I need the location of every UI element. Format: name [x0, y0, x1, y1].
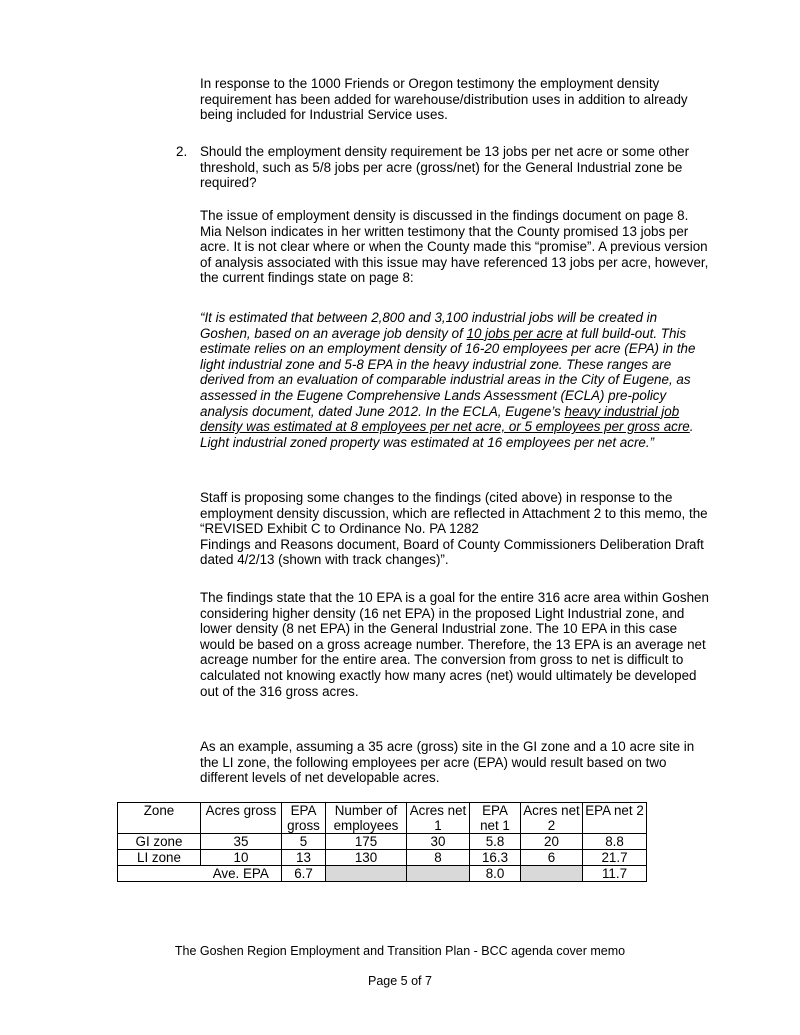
header-acres-gross: Acres gross [201, 803, 282, 834]
header-epa-gross: EPA gross [282, 803, 326, 834]
header-acres-net-2: Acres net 2 [521, 803, 583, 834]
table-cell: 8 [407, 850, 470, 866]
list-item-number: 2. [176, 144, 188, 159]
table-cell: LI zone [118, 850, 201, 866]
paragraph-response-testimony: In response to the 1000 Friends or Oregon testimony the employment density requirement has been added for warehouse/distribution uses in addition to already being included for Industrial Service uses. [200, 76, 688, 123]
header-epa-net-1: EPA net 1 [470, 803, 521, 834]
table-row [118, 850, 647, 866]
average-epa-net-1: 8.0 [470, 866, 521, 882]
quote-text-1: “It is estimated that between 2,800 and 3,100 industrial jobs will be created in Goshen, based on an average job density of [200, 310, 658, 341]
table-cell: GI zone [118, 834, 201, 850]
table-cell: 6 [521, 850, 583, 866]
quote-underline-10-jobs: 10 jobs per acre [466, 325, 563, 341]
quote-underline-heavy-industrial: heavy industrial job density was estimated at 8 employees per net acre, or 5 employees per gross acre [200, 403, 690, 435]
table-cell-empty [118, 866, 201, 882]
footer-page-number: Page 5 of 7 [368, 974, 432, 988]
table-cell: 20 [521, 834, 583, 850]
table-cell: 16.3 [470, 850, 521, 866]
quote-text-3: . Light industrial zoned property was estimated at 16 employees per net acre.” [200, 419, 694, 450]
average-label: Ave. EPA [201, 866, 282, 882]
paragraph-example: As an example, assuming a 35 acre (gross) site in the GI zone and a 10 acre site in the LI zone, the following employees per acre (EPA) would result based on two different levels of net developable acres. [200, 739, 695, 786]
staff-proposal-line2: Findings and Reasons document, Board of County Commissioners Deliberation Draft dated 4/2/13 (shown with track changes)”. [200, 536, 704, 568]
paragraph-staff-proposal [200, 490, 710, 568]
footer-title: The Goshen Region Employment and Transition Plan - BCC agenda cover memo [174, 944, 626, 958]
average-epa-net-2: 11.7 [583, 866, 647, 882]
table-row [118, 834, 647, 850]
header-number-of-employees: Number of employees [326, 803, 407, 834]
average-epa-gross: 6.7 [282, 866, 326, 882]
table-cell: 10 [201, 850, 282, 866]
table-header-row [118, 803, 647, 834]
table-average-row [118, 866, 647, 882]
table-cell: 5 [282, 834, 326, 850]
header-zone: Zone [118, 803, 201, 834]
epa-table [117, 802, 647, 882]
question-employment-density: Should the employment density requirement be 13 jobs per net acre or some other threshold, such as 5/8 jobs per acre (gross/net) for the General Industrial zone be required? [200, 144, 690, 191]
table-cell-shaded [407, 866, 470, 882]
paragraph-findings-epa: The findings state that the 10 EPA is a goal for the entire 316 acre area within Goshen considering higher density (16 net EPA) in the proposed Light Industrial zone, and lower density (8 net EPA) in the General Industrial zone. The 10 EPA in this case would be based on a gross acreage number. Therefore, the 13 EPA is an average net acreage number for the entire area. The conversion from gross to net is difficult to calculated not knowing exactly how many acres (net) would ultimately be developed out of the 316 gross acres. [200, 590, 709, 699]
header-epa-net-2: EPA net 2 [583, 803, 647, 834]
table-cell: 30 [407, 834, 470, 850]
table-cell: 35 [201, 834, 282, 850]
table-cell: 13 [282, 850, 326, 866]
table-cell-shaded [326, 866, 407, 882]
header-acres-net-1: Acres net 1 [407, 803, 470, 834]
table-cell: 21.7 [583, 850, 647, 866]
paragraph-density-discussion: The issue of employment density is discussed in the findings document on page 8. Mia Nelson indicates in her written testimony that the County promised 13 jobs per acre. It is not clear where or when the County made this “promise”. A previous version of analysis associated with this issue may have referenced 13 jobs per acre, however, the current findings state on page 8: [200, 208, 709, 286]
table-cell: 8.8 [583, 834, 647, 850]
quote-text-2: at full build-out. This estimate relies on an employment density of 16-20 employees per acre (EPA) in the light industrial zone and 5-8 EPA in the heavy industrial zone. These ranges are derived from an evaluation of comparable industrial areas in the City of Eugene, as assessed in the Eugene Comprehensive Lands Assessment (ECLA) pre-policy analysis document, dated June 2012. In the ECLA, Eugene’s [200, 325, 696, 419]
findings-quote [200, 310, 710, 450]
table-cell: 130 [326, 850, 407, 866]
table-cell: 175 [326, 834, 407, 850]
table-cell-shaded [521, 866, 583, 882]
staff-proposal-line1: Staff is proposing some changes to the findings (cited above) in response to the employment density discussion, which are reflected in Attachment 2 to this memo, the “REVISED Exhibit C to Ordinance No. PA 1282 [200, 490, 708, 537]
table-cell: 5.8 [470, 834, 521, 850]
